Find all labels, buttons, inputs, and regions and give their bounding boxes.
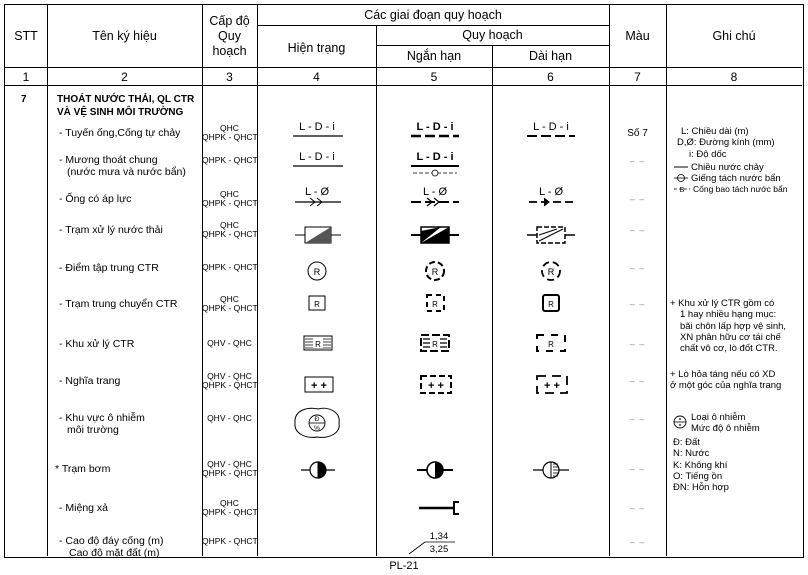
row-color: – – <box>629 194 646 204</box>
colnum: 2 <box>121 70 128 84</box>
row-name-line: - Miệng xả <box>59 502 109 514</box>
note-line: O: Tiếng ồn <box>673 470 723 482</box>
letter-r: R <box>548 340 554 349</box>
pressure-current-symbol <box>295 186 341 206</box>
pipe-short-symbol <box>411 121 459 136</box>
header-level-line: Quy <box>218 29 241 43</box>
letter-r: R <box>432 340 438 349</box>
row-name-line: * Trạm bơm <box>55 463 111 475</box>
row-name-line: - Tuyến ống,Cống tự chảy <box>59 127 181 139</box>
colnum: 4 <box>313 70 320 84</box>
outlet-short-symbol <box>419 502 459 514</box>
row-color: Số 7 <box>627 128 648 139</box>
wwtp-current-symbol <box>295 227 341 243</box>
header-level-line: hoạch <box>212 44 247 58</box>
row-color: – – <box>629 464 646 474</box>
section-title-line: THOÁT NƯỚC THẢI, QL CTR <box>57 94 195 105</box>
header-current: Hiện trạng <box>287 41 346 55</box>
pipe-label: L - D - i <box>299 121 335 133</box>
row-level-line: QHPK - QHCT <box>202 132 258 142</box>
transfer-long-symbol <box>543 295 559 311</box>
interceptor-sewer-label: Cống bao tách nước bẩn <box>693 184 788 194</box>
header-level-line: Cấp độ <box>209 14 250 28</box>
pressure-short-symbol <box>411 186 459 206</box>
header-notes: Ghi chú <box>712 29 756 43</box>
row-level-line: QHPK - QHCT <box>202 468 258 478</box>
note-line: XN phân hữu cơ tái chế <box>680 331 781 343</box>
note-line: K: Không khí <box>673 459 728 471</box>
row-color: – – <box>629 414 646 424</box>
plus-plus: + + <box>428 380 444 392</box>
row-color: – – <box>629 339 646 349</box>
row-level-line: QHPK - QHCT <box>202 536 258 546</box>
elevation-bottom: 1,34 <box>429 531 449 542</box>
collection-current-symbol <box>308 262 326 280</box>
header-stt: STT <box>14 29 38 43</box>
row-color: – – <box>629 537 646 547</box>
row-level-line: QHC <box>220 123 239 133</box>
cemetery-current-symbol <box>305 377 333 392</box>
svg-text:B: B <box>679 187 685 194</box>
separation-well-label: Giếng tách nước bẩn <box>691 173 781 184</box>
pressure-long-symbol <box>529 186 573 206</box>
letter-r: R <box>547 267 555 277</box>
note-line: i: Độ dốc <box>689 148 727 160</box>
note-line: chất vô cơ, lò đốt CTR. <box>680 343 778 355</box>
collection-long-symbol <box>542 262 560 280</box>
pollution-type-label: Loại ô nhiễm <box>691 412 746 423</box>
notes-block-pollution-codes <box>673 437 729 493</box>
pipe-current-symbol <box>293 121 343 136</box>
row-level-line: QHV - QHC <box>207 459 252 469</box>
row-level-line: QHV - QHC <box>207 338 252 348</box>
cemetery-long-symbol <box>537 376 567 393</box>
wwtp-long-symbol <box>527 227 575 243</box>
page-number: PL-21 <box>389 560 419 572</box>
transfer-current-symbol <box>309 296 325 310</box>
row-name-line: - Trạm trung chuyển CTR <box>59 298 178 310</box>
letter-r: R <box>315 340 321 349</box>
header-color: Màu <box>625 29 650 43</box>
row-level-line: QHPK - QHCT <box>202 303 258 313</box>
header-name: Tên ký hiệu <box>92 29 157 43</box>
note-line: ở một góc của nghĩa trang <box>670 380 782 392</box>
row-level-line: QHC <box>220 189 239 199</box>
letter-r: R <box>431 267 439 277</box>
row-name-line: Cao độ mặt đất (m) <box>69 547 160 559</box>
row-name-line: - Khu xử lý CTR <box>59 338 135 350</box>
row-name-line: (nước mưa và nước bẩn) <box>67 166 186 178</box>
colnum: 3 <box>226 70 233 84</box>
row-name-line: môi trường <box>67 424 119 436</box>
pollution-legend-icon <box>674 416 686 428</box>
legend-table <box>4 4 804 558</box>
section-stt: 7 <box>21 94 27 105</box>
row-name-line: - Mương thoát chung <box>59 154 158 166</box>
letter-r: R <box>314 300 320 309</box>
letter-r: R <box>313 267 321 277</box>
row-level-line: QHV - QHC <box>207 371 252 381</box>
pressure-label: L - Ø <box>538 186 564 198</box>
elevation-ground: 3,25 <box>429 544 449 555</box>
header-short-term: Ngắn hạn <box>406 49 462 63</box>
letter-r: R <box>548 300 554 309</box>
cemetery-short-symbol <box>421 376 451 393</box>
pipe-label: L - D - i <box>416 121 454 133</box>
note-line: bãi chôn lấp hợp vệ sinh, <box>680 320 787 332</box>
pollution-level: % <box>314 425 320 432</box>
row-name-line: - Trạm xử lý nước thải <box>59 224 163 236</box>
pump-short-symbol <box>417 462 453 478</box>
row-name-line: - Ống có áp lực <box>59 193 132 205</box>
separation-well-icon <box>674 175 688 182</box>
row-name-line: - Nghĩa trang <box>59 375 121 387</box>
row-color: – – <box>629 225 646 235</box>
pipe-label: L - D - i <box>533 121 569 133</box>
row-name-line: - Điểm tập trung CTR <box>59 262 159 274</box>
row-level-line: QHPK - QHCT <box>202 262 258 272</box>
row-color: – – <box>629 263 646 273</box>
row-level-line: QHPK - QHCT <box>202 229 258 239</box>
colnum: 7 <box>634 70 641 84</box>
transfer-short-symbol <box>427 295 444 311</box>
note-line: D,Ø: Đường kính (mm) <box>677 137 775 149</box>
row-level-line: QHPK - QHCT <box>202 155 258 165</box>
pressure-label: L - Ø <box>304 186 330 198</box>
ditch-short-symbol <box>411 151 459 176</box>
row-color: – – <box>629 156 646 166</box>
note-line: ĐN: Hỗn hợp <box>673 482 729 494</box>
row-level-line: QHC <box>220 294 239 304</box>
elevation-short-symbol <box>409 531 455 555</box>
pump-current-symbol <box>301 462 335 478</box>
row-name-line: - Cao độ đáy cống (m) <box>59 535 164 547</box>
note-line: + Lò hỏa táng nếu có XD <box>670 369 776 380</box>
row-name-line: - Khu vực ô nhiễm <box>59 412 145 424</box>
row-level-line: QHC <box>220 498 239 508</box>
row-level-line: QHV - QHC <box>207 413 252 423</box>
row-level-line: QHPK - QHCT <box>202 507 258 517</box>
row-level-line: QHC <box>220 220 239 230</box>
notes-block-units <box>677 126 775 160</box>
section-title-line: VÀ VỆ SINH MÔI TRƯỜNG <box>57 107 184 118</box>
notes-block-cremation <box>670 369 781 392</box>
note-line: 1 hay nhiều hạng mục: <box>680 309 777 321</box>
pressure-label: L - Ø <box>422 186 448 198</box>
colnum: 8 <box>730 70 738 84</box>
treatment-long-symbol <box>537 335 565 351</box>
notes-block-treatment <box>670 298 786 354</box>
colnum: 6 <box>547 70 554 84</box>
plus-plus: + + <box>311 380 327 392</box>
treatment-short-symbol <box>421 335 449 351</box>
pipe-label: L - D - i <box>416 151 454 163</box>
pump-long-symbol <box>533 462 569 478</box>
pollution-type: Đ <box>314 416 320 423</box>
flow-direction-label: Chiều nước chảy <box>691 162 764 173</box>
pollution-current-symbol <box>295 408 339 437</box>
ditch-current-symbol <box>293 151 343 166</box>
pipe-label: L - D - i <box>299 151 335 163</box>
header-planning: Quy hoạch <box>462 28 523 42</box>
colnum: 5 <box>430 70 438 84</box>
row-level-line: QHPK - QHCT <box>202 198 258 208</box>
row-color: – – <box>629 376 646 386</box>
treatment-current-symbol <box>304 336 332 350</box>
note-line: N: Nước <box>673 448 710 460</box>
colnum: 1 <box>22 70 30 84</box>
collection-short-symbol <box>426 262 444 280</box>
row-color: – – <box>629 299 646 309</box>
header-long-term: Dài hạn <box>528 49 573 63</box>
pollution-level-label: Mức độ ô nhiễm <box>691 423 760 434</box>
note-line: + Khu xử lý CTR gồm có <box>670 298 775 309</box>
pipe-long-symbol <box>527 121 575 136</box>
plus-plus: + + <box>544 380 560 392</box>
note-line: Đ: Đất <box>673 437 700 448</box>
header-stages: Các giai đoạn quy hoạch <box>364 8 502 22</box>
note-line: L: Chiều dài (m) <box>681 126 749 137</box>
interceptor-sewer-icon <box>674 187 690 194</box>
letter-r: R <box>432 300 438 309</box>
wwtp-short-symbol <box>411 227 459 243</box>
row-color: – – <box>629 503 646 513</box>
row-level-line: QHPK - QHCT <box>202 380 258 390</box>
